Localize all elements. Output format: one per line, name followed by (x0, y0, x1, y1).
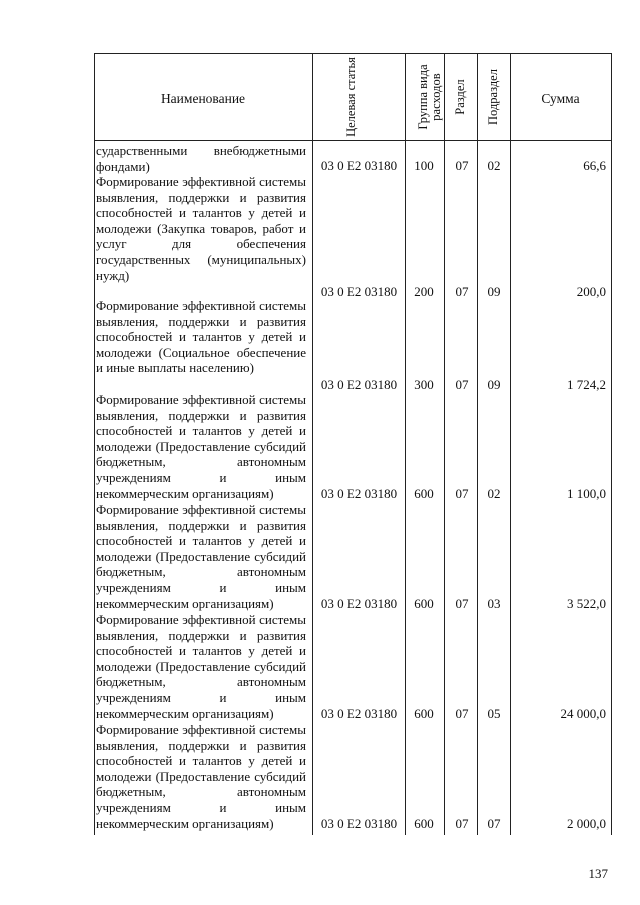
grid-line (405, 53, 406, 835)
row-name: Формирование эффективной системы выявления, поддержки и развития способностей и талантов у детей и молодежи (Закупка товаров, работ и услуг для обеспечения государственных (муниципальных) нужд) (96, 174, 306, 283)
header-target: Целевая статья (344, 57, 358, 137)
row-name: Формирование эффективной системы выявления, поддержки и развития способностей и талантов у детей и молодежи (Предоставление субсидий бюджетным, автономным учреждениям и иным некоммерческим организациям) (96, 612, 306, 721)
row-code: 03 0 Е2 03180 (320, 377, 398, 392)
row-subsection: 09 (487, 284, 501, 299)
row-name: Формирование эффективной системы выявления, поддержки и развития способностей и талантов у детей и молодежи (Предоставление субсидий бюджетным, автономным учреждениям и иным некоммерческим организациям) (96, 722, 306, 831)
row-subsection: 02 (487, 486, 501, 501)
row-section: 07 (455, 706, 469, 721)
grid-line (611, 53, 612, 835)
row-sum: 200,0 (576, 284, 606, 299)
row-subsection: 09 (487, 377, 501, 392)
row-group: 600 (414, 816, 434, 831)
row-group: 300 (414, 377, 434, 392)
row-group: 200 (414, 284, 434, 299)
row-code: 03 0 Е2 03180 (320, 284, 398, 299)
row-section: 07 (455, 158, 469, 173)
row-group: 600 (414, 706, 434, 721)
row-group: 600 (414, 486, 434, 501)
row-name: Формирование эффективной системы выявления, поддержки и развития способностей и талантов у детей и молодежи (Предоставление субсидий бюджетным, автономным учреждениям и иным некоммерческим организациям) (96, 392, 306, 501)
row-code: 03 0 Е2 03180 (320, 816, 398, 831)
row-subsection: 07 (487, 816, 501, 831)
grid-line (477, 53, 478, 835)
row-subsection: 03 (487, 596, 501, 611)
header-sum: Сумма (541, 91, 580, 106)
row-sum: 2 000,0 (567, 816, 606, 831)
row-sum: 3 522,0 (567, 596, 606, 611)
row-sum: 1 100,0 (567, 486, 606, 501)
row-name: Формирование эффективной системы выявления, поддержки и развития способностей и талантов у детей и молодежи (Предоставление субсидий бюджетным, автономным учреждениям и иным некоммерческим организациям) (96, 502, 306, 611)
grid-line (94, 53, 95, 835)
header-expense-group: Группа вида расходов (416, 64, 443, 130)
row-code: 03 0 Е2 03180 (320, 706, 398, 721)
row-subsection: 02 (487, 158, 501, 173)
header-subsection: Подраздел (486, 69, 500, 125)
row-group: 600 (414, 596, 434, 611)
page-number: 137 (588, 866, 608, 881)
row-section: 07 (455, 377, 469, 392)
row-code: 03 0 Е2 03180 (320, 486, 398, 501)
row-subsection: 05 (487, 706, 501, 721)
grid-line (444, 53, 445, 835)
grid-line (312, 53, 313, 835)
row-code: 03 0 Е2 03180 (320, 158, 398, 173)
row-section: 07 (455, 486, 469, 501)
row-name: сударственными внебюджетными фондами) (96, 143, 306, 174)
budget-table (94, 53, 612, 835)
row-group: 100 (414, 158, 434, 173)
row-sum: 1 724,2 (567, 377, 606, 392)
row-name: Формирование эффективной системы выявления, поддержки и развития способностей и талантов у детей и молодежи (Социальное обеспечение и иные выплаты населению) (96, 298, 306, 376)
grid-line (510, 53, 511, 835)
row-section: 07 (455, 284, 469, 299)
header-name: Наименование (160, 91, 246, 106)
header-section: Раздел (453, 79, 467, 115)
row-section: 07 (455, 816, 469, 831)
row-section: 07 (455, 596, 469, 611)
row-sum: 66,6 (583, 158, 606, 173)
row-sum: 24 000,0 (560, 706, 606, 721)
row-code: 03 0 Е2 03180 (320, 596, 398, 611)
